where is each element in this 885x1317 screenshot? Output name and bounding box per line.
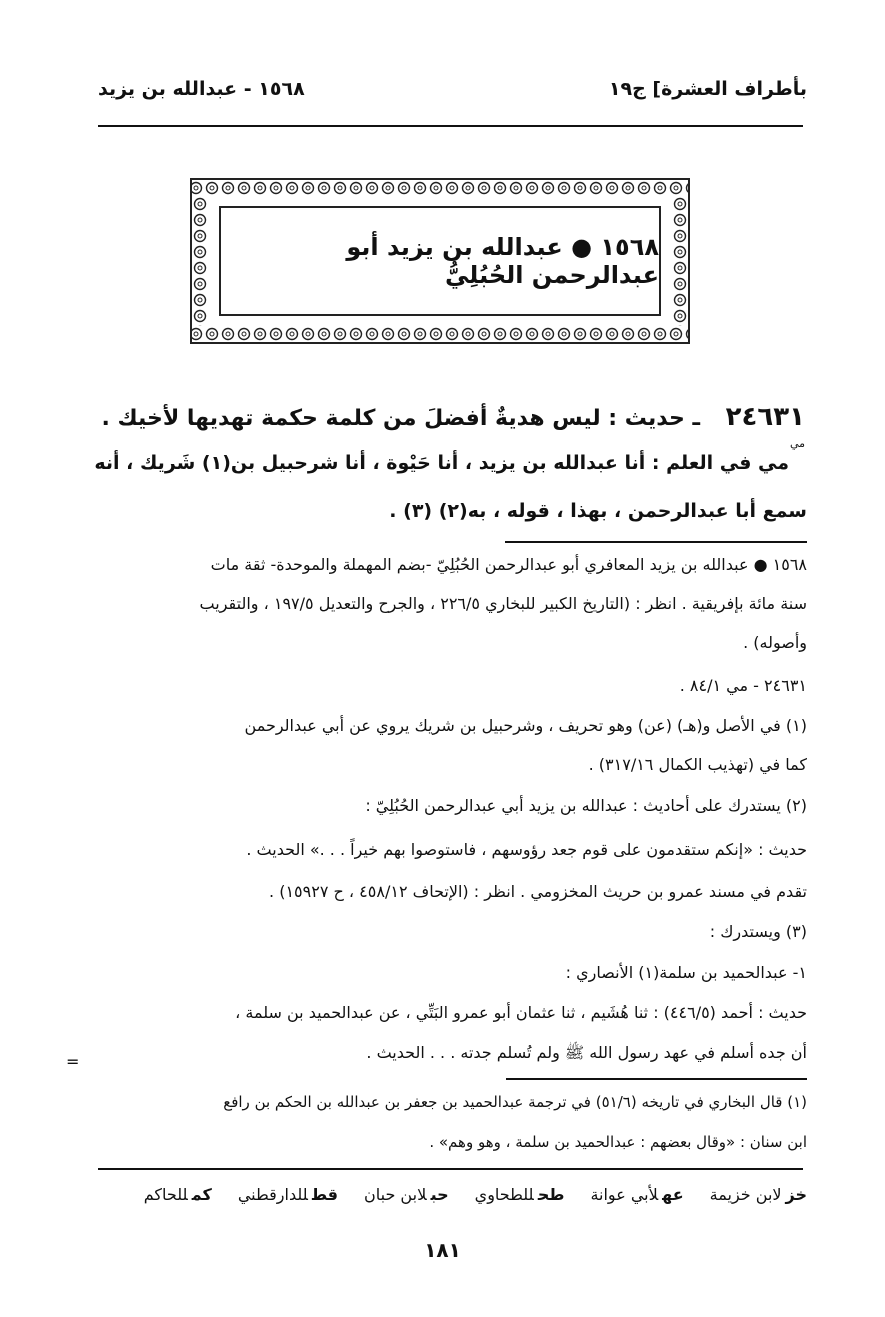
legend-item: خزلابن خزيمة — [709, 1185, 807, 1204]
header-rule — [98, 125, 803, 127]
note-line: ١٥٦٨ ● عبدالله بن يزيد المعافري أبو عبدالرحمن الحُبُلِيّ -بضم المهملة والموحدة- ثقة مات — [210, 555, 807, 574]
note-line: وأصوله) . — [743, 633, 807, 652]
note-line: (١) في الأصل و(هـ) (عن) وهو تحريف ، وشرحبيل بن شريك يروي عن أبي عبدالرحمن — [244, 716, 807, 735]
page-number: ١٨١ — [424, 1238, 461, 1262]
note-line: ١- عبدالحميد بن سلمة(١) الأنصاري : — [565, 963, 807, 982]
footnote-line: (١) قال البخاري في تاريخه (٥١/٦) في ترجمة عبدالحميد بن جعفر بن عبدالله بن الحكم بن رافع — [223, 1093, 807, 1111]
notes-separator — [505, 541, 807, 543]
legend-item: عهلأبي عوانة — [590, 1185, 684, 1204]
note-line: حديث : «إنكم ستقدمون على قوم جعد رؤوسهم ، فاستوصوا بهم خيراً . . .» الحديث . — [246, 840, 807, 859]
narrator-title: ١٥٦٨ ● عبدالله بن يزيد أبو عبدالرحمن الحُبُلِيُّ — [346, 233, 659, 289]
frame-ornament-bottom — [192, 326, 688, 342]
legend-item: قطللدارقطني — [237, 1185, 338, 1204]
abbreviation-legend — [144, 1185, 807, 1204]
frame-title-box — [219, 206, 661, 316]
note-line: تقدم في مسند عمرو بن حريث المخزومي . انظر : (الإتحاف ٤٥٨/١٢ ، ح ١٥٩٢٧) . — [269, 882, 807, 901]
ornamental-frame — [190, 178, 690, 344]
source-code: مي — [789, 437, 805, 450]
hadith-title: ـ حديث : ليس هديةٌ أفضلَ من كلمة حكمة تهديها لأخيك . — [101, 406, 700, 431]
note-line: كما في (تهذيب الكمال ٣١٧/١٦) . — [588, 755, 807, 774]
legend-item: طحللطحاوي — [474, 1185, 565, 1204]
frame-ornament-top — [192, 180, 688, 196]
legend-item: كمللحاكم — [143, 1185, 212, 1204]
footer-rule — [98, 1168, 803, 1170]
section-heading: ١٥٦٨ - عبدالله بن يزيد — [98, 78, 305, 100]
note-line: (٣) ويستدرك : — [709, 922, 807, 941]
frame-ornament-right — [672, 196, 688, 326]
legend-item: حبلابن حبان — [364, 1185, 449, 1204]
note-line: حديث : أحمد (٤٤٦/٥) : ثنا هُشَيم ، ثنا عثمان أبو عمرو البَتِّي ، عن عبدالحميد بن سلمة ، — [235, 1003, 807, 1022]
note-line: أن جده أسلم في عهد رسول الله ﷺ ولم تُسلم جدته . . . الحديث . — [366, 1043, 807, 1062]
continuation-mark: = — [66, 1052, 80, 1071]
footnote-line: ابن سنان : «وقال بعضهم : عبدالحميد بن سلمة ، وهو وهم» . — [429, 1133, 807, 1151]
isnad-line-2: سمع أبا عبدالرحمن ، بهذا ، قوله ، به(٢) (٣) . — [389, 500, 807, 522]
book-title: بأطراف العشرة] ج١٩ — [608, 78, 807, 100]
frame-ornament-left — [192, 196, 208, 326]
isnad-line-1: مي في العلم : أنا عبدالله بن يزيد ، أنا حَيْوة ، أنا شرحبيل بن(١) شَريك ، أنه — [94, 452, 789, 474]
footnote-separator — [506, 1078, 807, 1080]
note-line: (٢) يستدرك على أحاديث : عبدالله بن يزيد أبي عبدالرحمن الحُبُلِيّ : — [365, 796, 807, 815]
note-line: سنة مائة بإفريقية . انظر : (التاريخ الكبير للبخاري ٢٢٦/٥ ، والجرح والتعديل ١٩٧/٥ ، والتقريب — [199, 594, 807, 613]
note-line: ٢٤٦٣١ - مي ٨٤/١ . — [679, 676, 807, 695]
hadith-number: ٢٤٦٣١ — [725, 402, 805, 432]
